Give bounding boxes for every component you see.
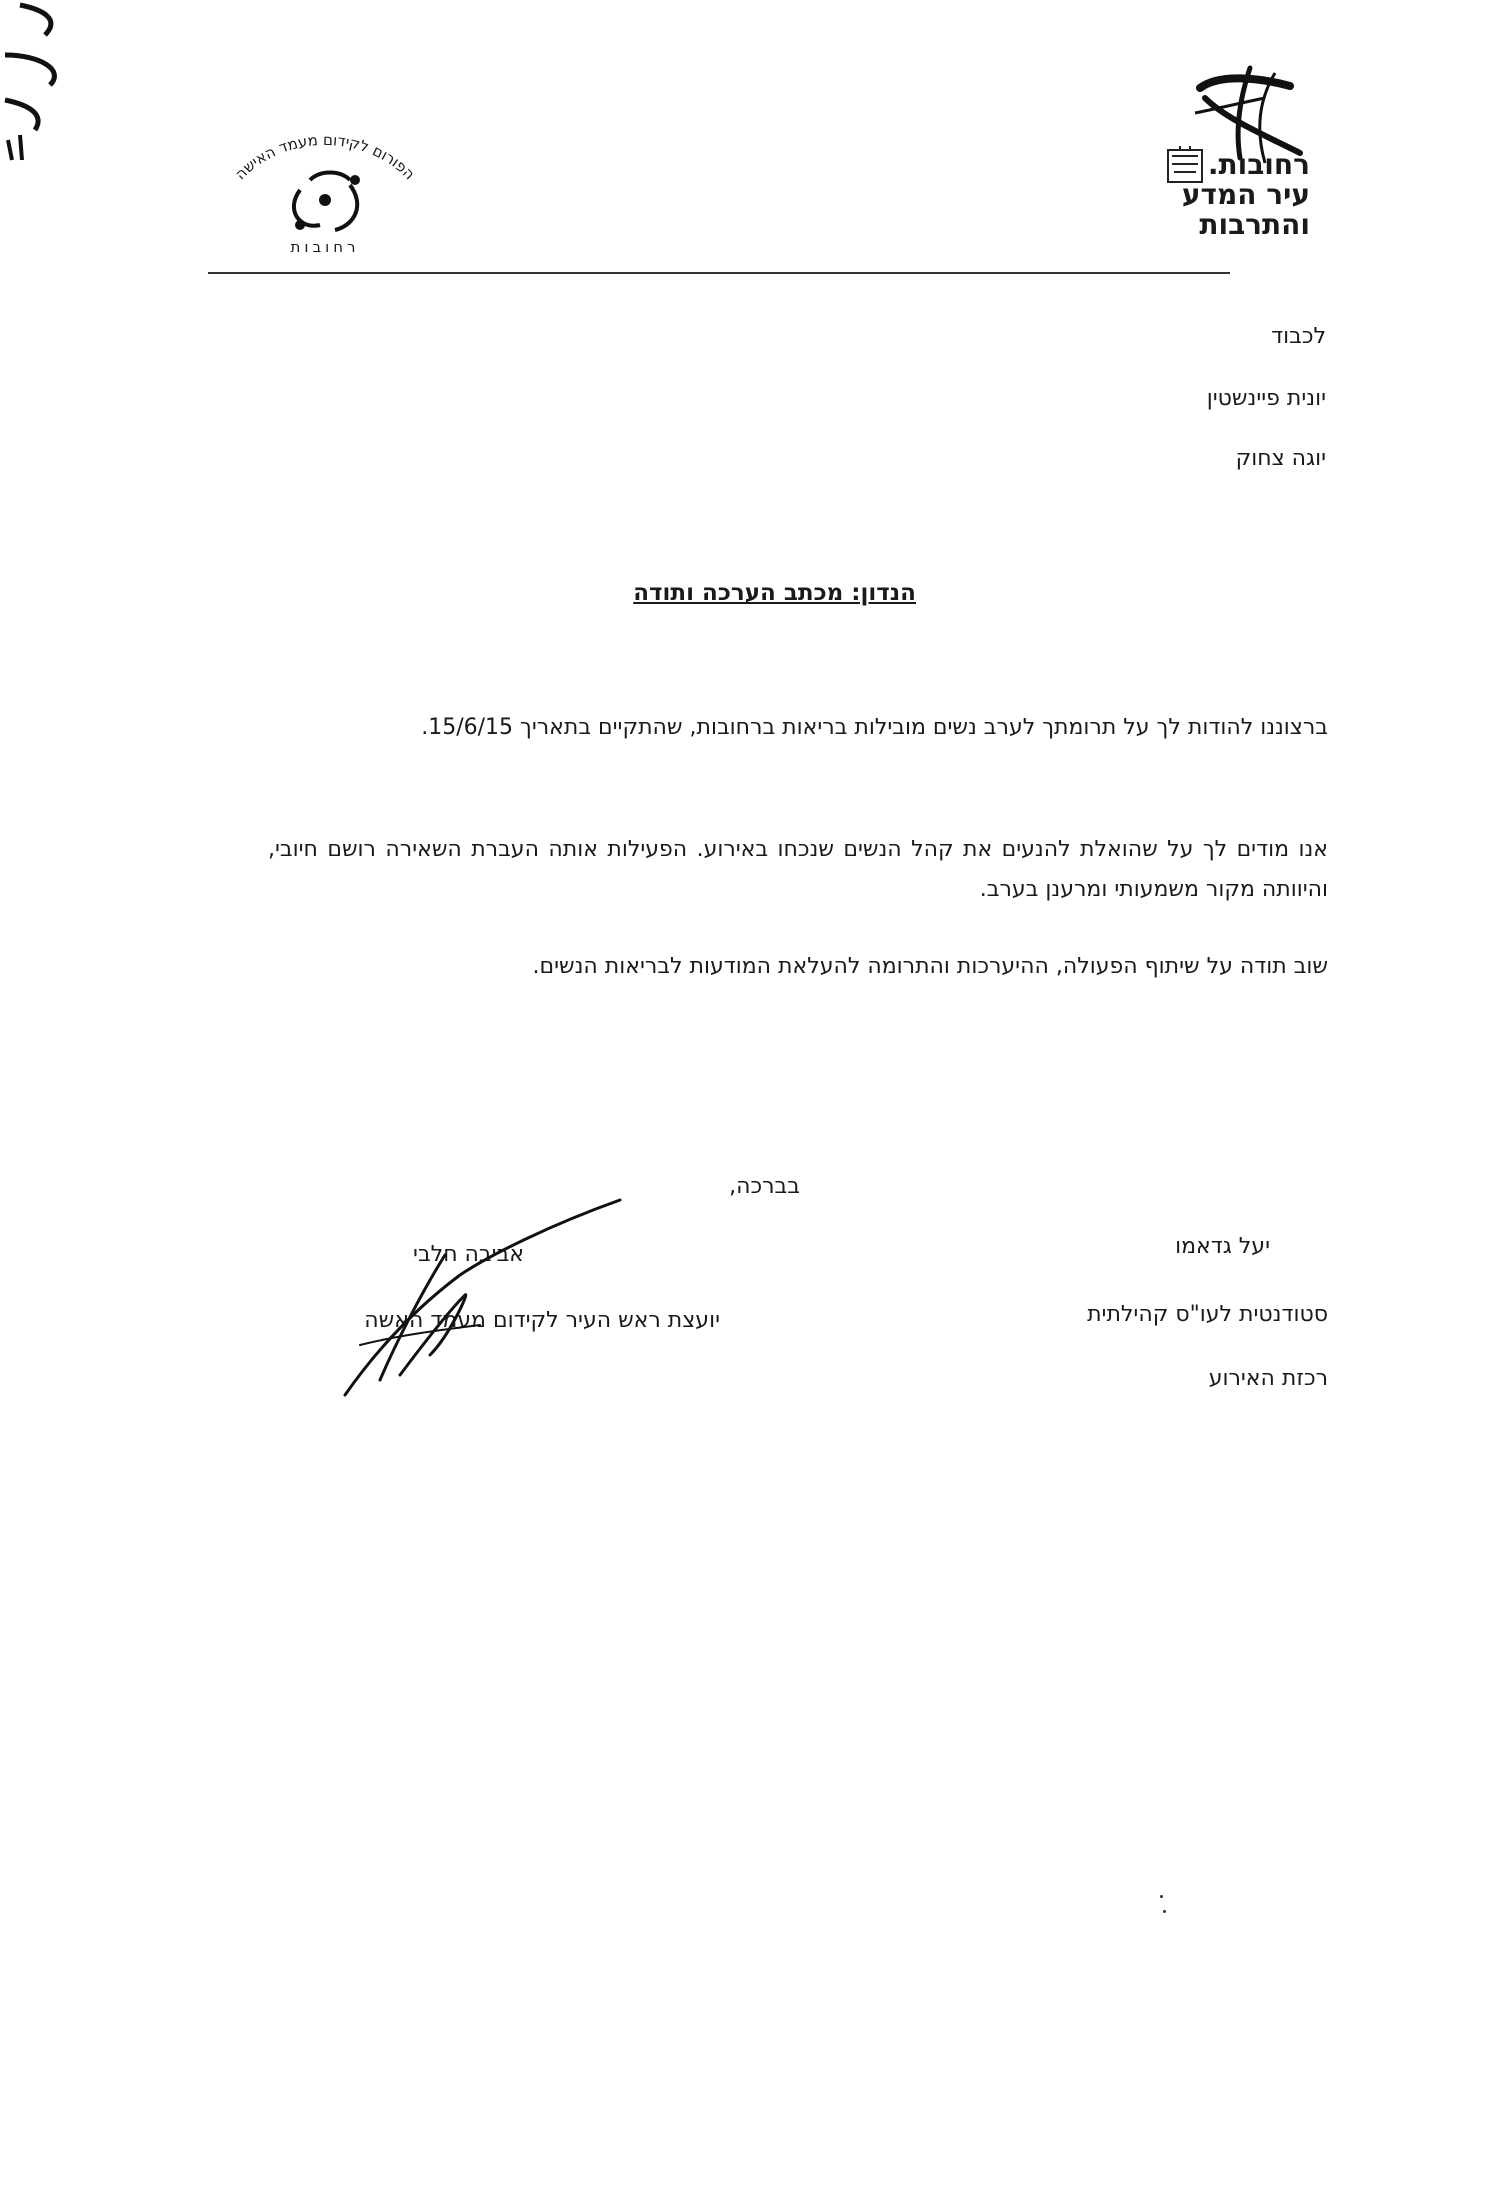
city-logo-line3: והתרבות <box>1199 208 1310 241</box>
closing-greeting: בברכה, <box>729 1174 800 1199</box>
forum-emblem <box>200 130 450 240</box>
signatory-right-title: סטודנטית לעו"ס קהילתית <box>1087 1302 1328 1327</box>
paper-speck <box>1163 1910 1166 1913</box>
header-divider <box>208 272 1230 274</box>
subject-line: הנדון: מכתב הערכה ותודה <box>633 580 916 606</box>
salutation: לכבוד <box>1271 324 1326 349</box>
recipient-name: יונית פיינשטין <box>1206 386 1326 411</box>
city-logo-line2: עיר המדע <box>1181 178 1310 211</box>
signatory-left-title: יועצת ראש העיר לקידום מעמד האשה <box>364 1308 720 1333</box>
signatory-right-name: יעל גדאמו <box>1175 1234 1270 1259</box>
paper-speck <box>1160 1895 1163 1898</box>
city-logo-line1: רחובות. <box>1207 148 1310 181</box>
signatory-right-role: רכזת האירוע <box>1208 1366 1328 1391</box>
signatory-left-name: אביבה חלבי <box>413 1242 524 1267</box>
recipient-role: יוגה צחוק <box>1235 446 1326 471</box>
binding-marks <box>0 0 90 200</box>
body-paragraph-1: ברצוננו להודות לך על תרומתך לערב נשים מובילות בריאות ברחובות, שהתקיים בתאריך 15/6/15. <box>421 715 1328 740</box>
rehovot-city-logo <box>1160 58 1310 248</box>
body-paragraph-3: שוב תודה על שיתוף הפעולה, ההיערכות והתרומה להעלאת המודעות לבריאות הנשים. <box>532 954 1328 979</box>
womens-forum-logo <box>200 130 450 275</box>
handwritten-signature <box>340 1195 640 1405</box>
forum-logo-city: רחובות <box>290 238 360 256</box>
body-paragraph-2: אנו מודים לך על שהואלת להנעים את קהל הנשים שנכחו באירוע. הפעילות אותה העברת השאירה רושם חיובי, והיוותה מקור משמעותי ומרענן בערב. <box>268 837 1328 902</box>
forum-arc-text: הפורום לקידום מעמד האישה <box>231 130 419 184</box>
